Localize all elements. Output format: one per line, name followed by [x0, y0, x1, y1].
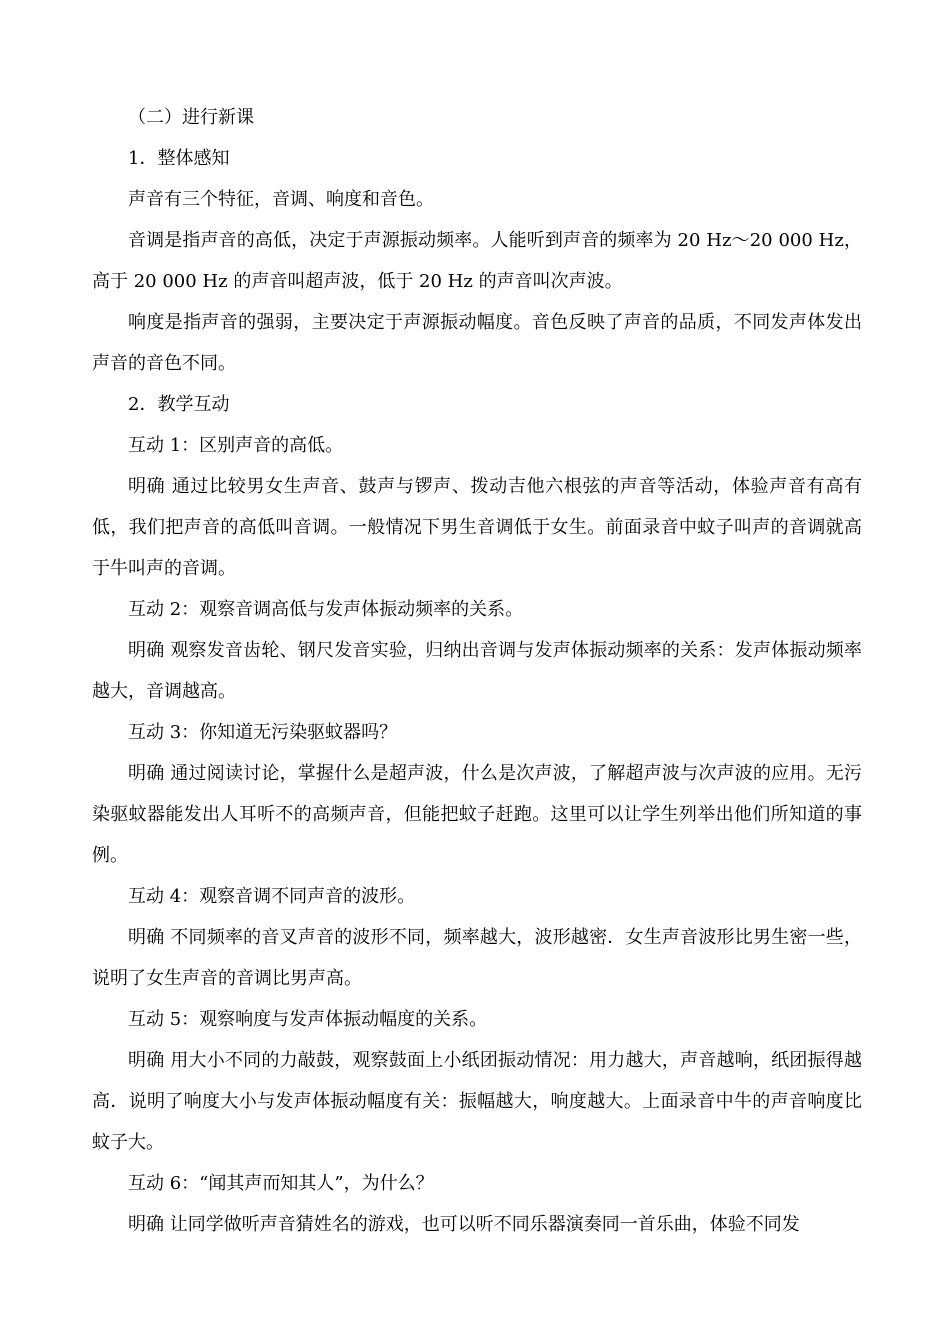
- paragraph: 音调是指声音的高低，决定于声源振动频率。人能听到声音的频率为 20 Hz～20 000 Hz，高于 20 000 Hz 的声音叫超声波，低于 20 Hz 的声音叫次声波。: [92, 230, 862, 292]
- interaction-title: 互动 1：区别声音的高低。: [128, 435, 344, 456]
- paragraph: 声音有三个特征，音调、响度和音色。: [128, 189, 434, 210]
- paragraph: 明确 通过阅读讨论，掌握什么是超声波，什么是次声波，了解超声波与次声波的应用。无污染驱蚊器能发出人耳听不的高频声音，但能把蚊子赶跑。这里可以让学生列举出他们所知道的事例。: [92, 763, 862, 866]
- paragraph: 明确 不同频率的音叉声音的波形不同，频率越大，波形越密．女生声音波形比男生密一些，说明了女生声音的音调比男声高。: [92, 927, 862, 989]
- section-heading: （二）进行新课: [128, 107, 254, 128]
- subsection-heading: 2．教学互动: [128, 394, 230, 415]
- subsection-heading: 1．整体感知: [128, 148, 230, 169]
- interaction-title: 互动 6：“闻其声而知其人”，为什么？: [128, 1173, 434, 1194]
- document-page: [92, 97, 862, 1245]
- paragraph: 明确 让同学做听声音猜姓名的游戏，也可以听不同乐器演奏同一首乐曲，体验不同发: [128, 1214, 800, 1235]
- paragraph: 明确 观察发音齿轮、钢尺发音实验，归纳出音调与发声体振动频率的关系：发声体振动频率越大，音调越高。: [92, 640, 862, 702]
- interaction-title: 互动 3：你知道无污染驱蚊器吗？: [128, 722, 398, 743]
- interaction-title: 互动 5：观察响度与发声体振动幅度的关系。: [128, 1009, 488, 1030]
- interaction-title: 互动 4：观察音调不同声音的波形。: [128, 886, 416, 907]
- interaction-title: 互动 2：观察音调高低与发声体振动频率的关系。: [128, 599, 524, 620]
- paragraph: 响度是指声音的强弱，主要决定于声源振动幅度。音色反映了声音的品质，不同发声体发出声音的音色不同。: [92, 312, 862, 374]
- paragraph: 明确 通过比较男女生声音、鼓声与锣声、拨动吉他六根弦的声音等活动，体验声音有高有低，我们把声音的高低叫音调。一般情况下男生音调低于女生。前面录音中蚊子叫声的音调就高于牛叫声的音调。: [92, 476, 862, 579]
- paragraph: 明确 用大小不同的力敲鼓，观察鼓面上小纸团振动情况：用力越大，声音越响，纸团振得越高．说明了响度大小与发声体振动幅度有关：振幅越大，响度越大。上面录音中牛的声音响度比蚊子大。: [92, 1050, 862, 1153]
